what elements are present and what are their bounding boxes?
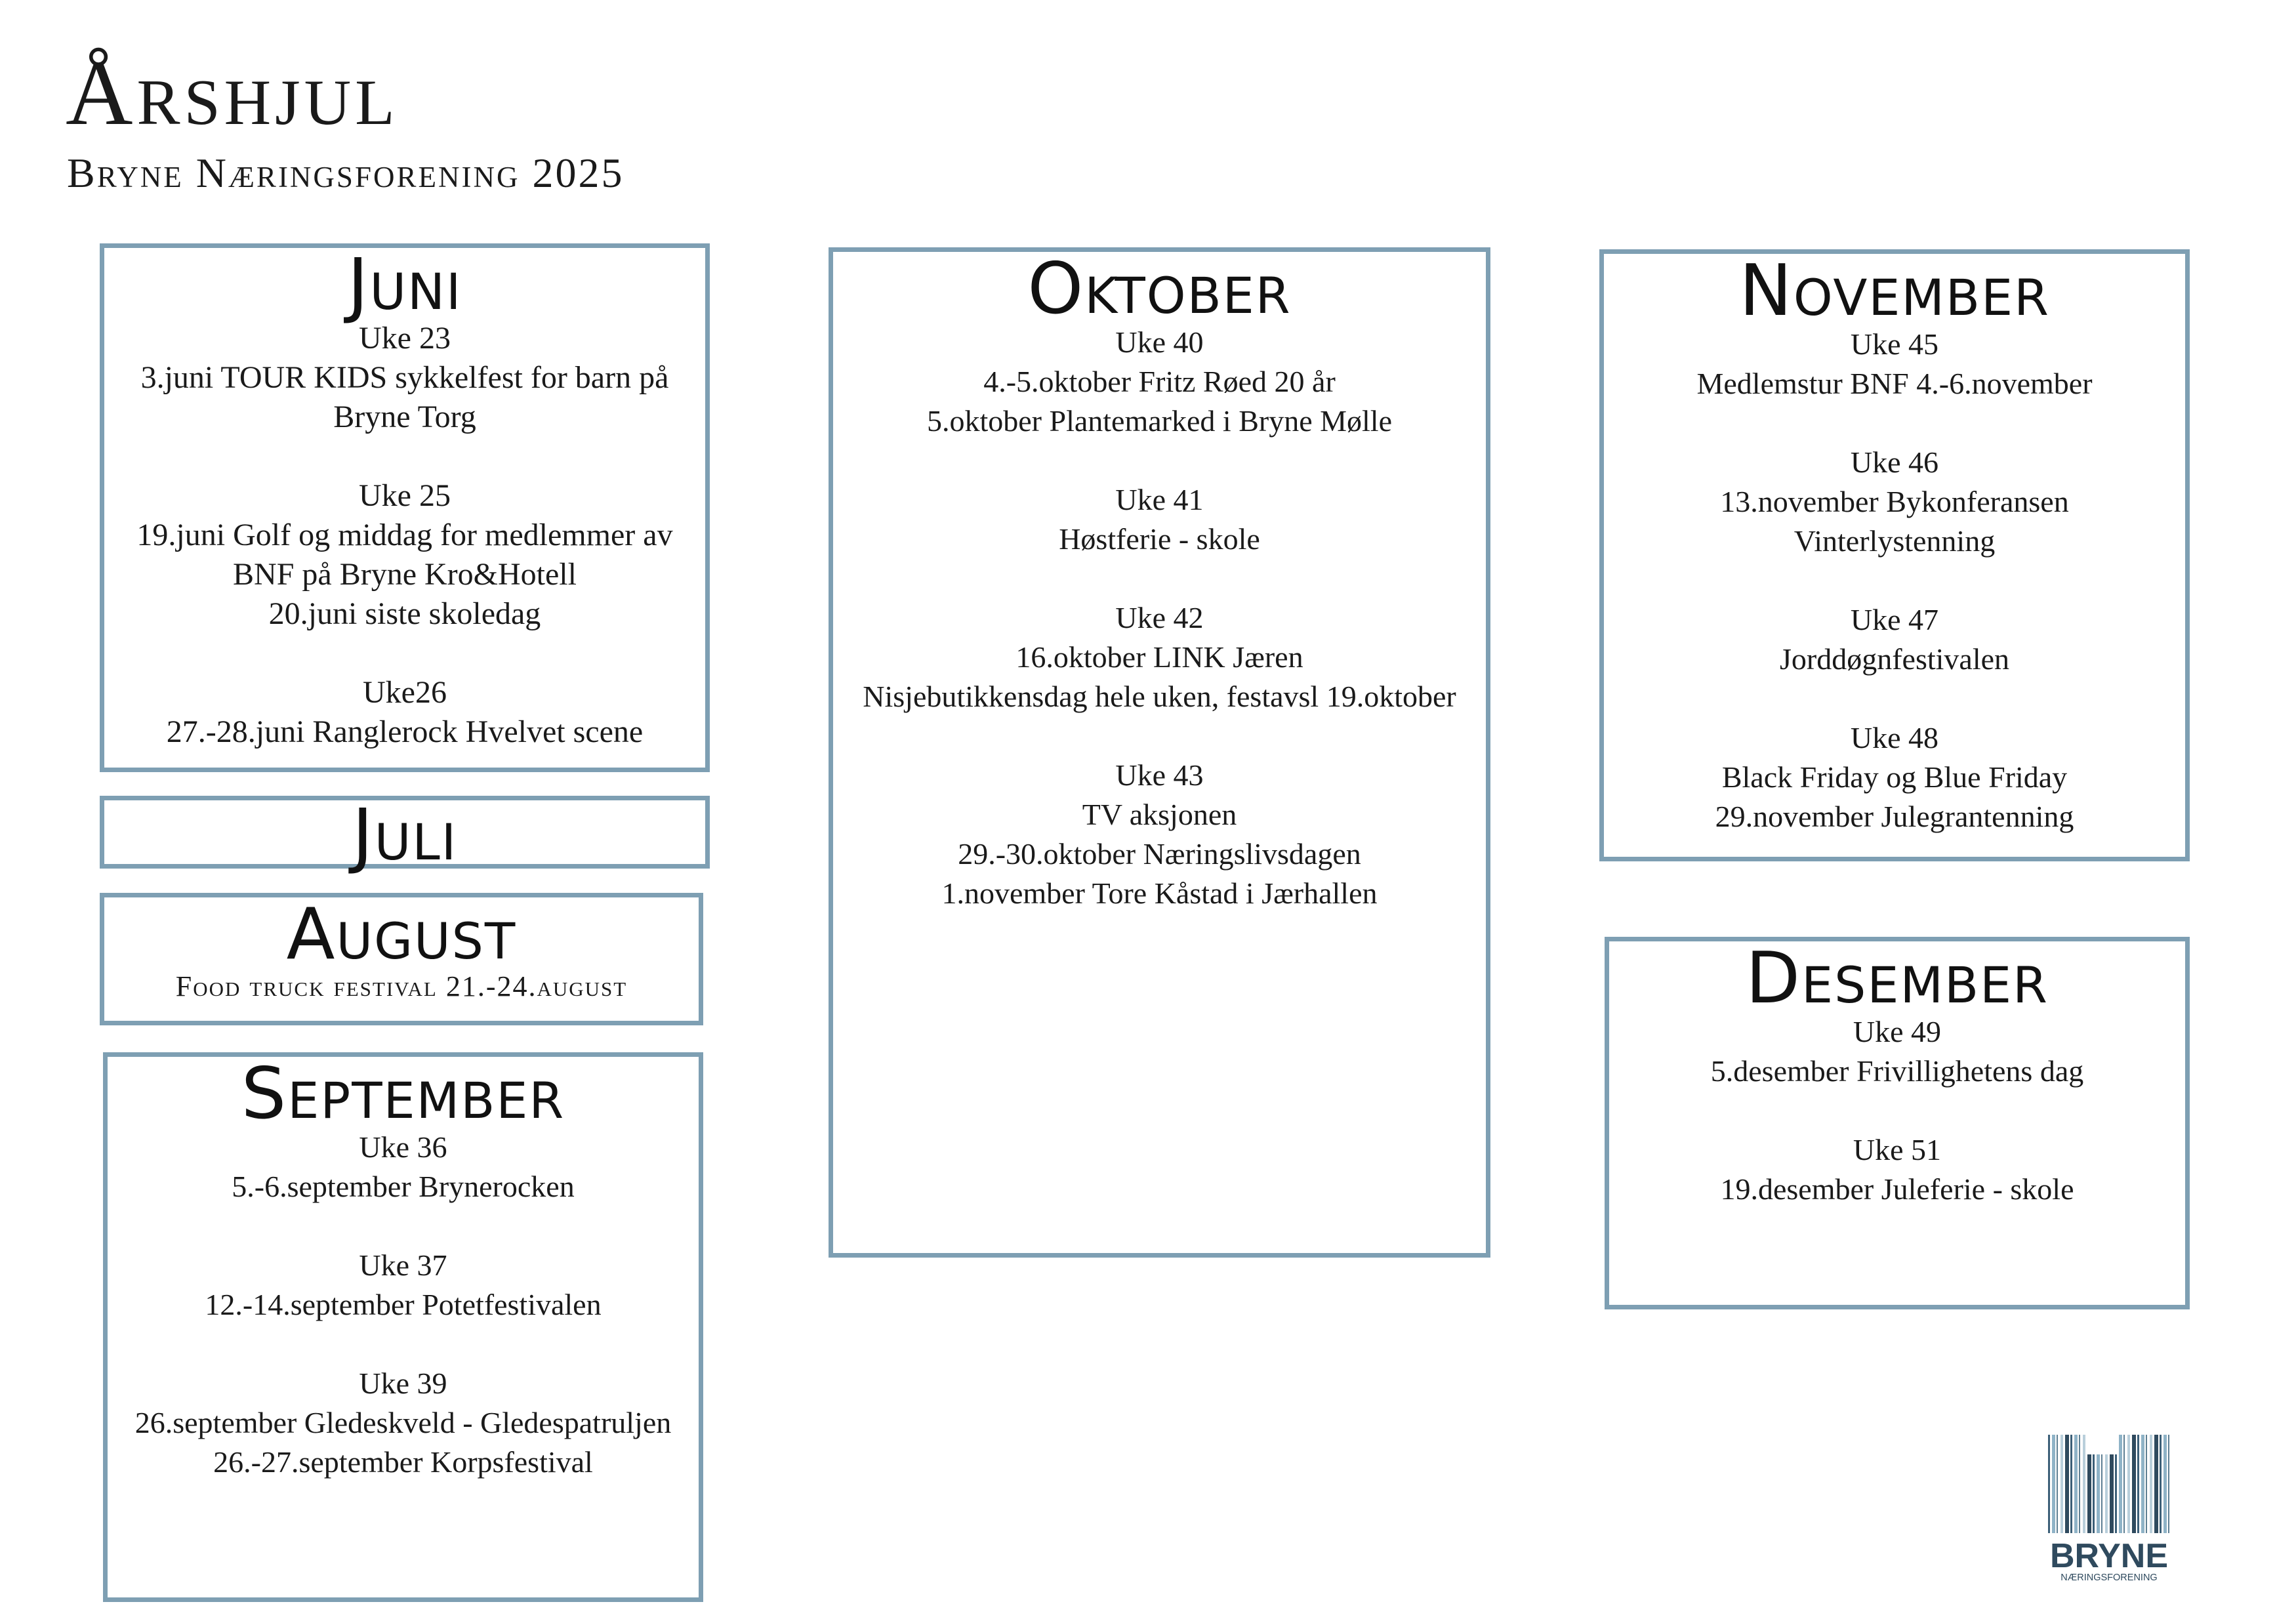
month-title-november: November	[1739, 250, 2050, 332]
logo-tagline: NÆRINGSFORENING	[2060, 1572, 2158, 1583]
logo-bar	[2083, 1435, 2085, 1533]
month-box-juli	[100, 794, 710, 876]
event-line: 13.november Bykonferansen	[1720, 485, 2069, 518]
month-box-november	[1599, 249, 2190, 861]
event-line: 27.-28.juni Ranglerock Hvelvet scene	[166, 714, 644, 749]
event-line: Food truck festival 21.-24.august	[175, 970, 628, 1002]
logo-bar	[2119, 1435, 2122, 1533]
logo-bar	[2060, 1435, 2063, 1533]
week-label: Uke 51	[1853, 1133, 1942, 1166]
logo-bar	[2132, 1435, 2136, 1533]
logo-bar	[2057, 1435, 2058, 1533]
week-label: Uke 25	[359, 478, 451, 513]
logo-bar	[2163, 1435, 2167, 1533]
week-block	[104, 476, 705, 634]
logo-bar	[2070, 1435, 2072, 1533]
week-label: Uke 48	[1850, 721, 1939, 754]
event-line: BNF på Bryne Kro&Hotell	[233, 557, 577, 592]
event-line: Medlemstur BNF 4.-6.november	[1696, 367, 2093, 400]
week-block	[833, 480, 1486, 559]
logo-barcode-bars	[2048, 1435, 2169, 1533]
week-label: Uke 46	[1850, 445, 1939, 479]
week-label: Uke 36	[359, 1130, 447, 1164]
event-line: 5.oktober Plantemarked i Bryne Mølle	[926, 404, 1392, 438]
week-label: Uke 41	[1115, 483, 1204, 516]
event-line: 5.-6.september Brynerocken	[232, 1170, 575, 1203]
week-block	[104, 673, 705, 752]
logo-bar	[2093, 1454, 2095, 1533]
week-label: Uke 39	[359, 1366, 447, 1400]
event-line: 19.juni Golf og middag for medlemmer av	[136, 518, 673, 552]
logo-bar	[2141, 1435, 2144, 1533]
week-block	[104, 319, 705, 437]
event-line: Høstferie - skole	[1059, 522, 1260, 556]
month-box-august	[100, 893, 703, 1025]
week-label: Uke 43	[1115, 758, 1204, 792]
logo-bar	[2123, 1435, 2125, 1533]
month-title-desember: Desember	[1746, 937, 2049, 1019]
month-title-juli: Juli	[352, 794, 458, 876]
logo-bar	[2110, 1454, 2114, 1533]
month-box-oktober	[829, 247, 1490, 1258]
week-label: Uke 40	[1115, 325, 1204, 359]
week-label: Uke 37	[359, 1248, 447, 1282]
month-box-desember	[1605, 937, 2190, 1309]
event-line: 3.juni TOUR KIDS sykkelfest for barn på	[140, 360, 669, 395]
month-title-august: August	[286, 894, 517, 976]
logo-bar	[2048, 1435, 2050, 1533]
logo-name: BRYNE	[2049, 1537, 2169, 1575]
event-line: 12.-14.september Potetfestivalen	[205, 1288, 602, 1321]
week-block	[833, 756, 1486, 913]
week-label: Uke 23	[359, 321, 451, 356]
week-block	[1604, 443, 2185, 561]
logo-graphic	[2045, 1432, 2173, 1583]
week-label: Uke 49	[1853, 1015, 1942, 1048]
event-line: 20.juni siste skoledag	[268, 596, 541, 631]
week-label: Uke 47	[1850, 603, 1939, 636]
logo-bar	[2160, 1435, 2162, 1533]
event-line: Jorddøgnfestivalen	[1779, 642, 2010, 676]
event-line: 26.september Gledeskveld - Gledespatruljen	[134, 1406, 672, 1439]
page-title: Årshjul	[66, 41, 399, 144]
month-title-september: September	[241, 1053, 565, 1135]
logo-bar	[2127, 1435, 2130, 1533]
logo-bar	[2146, 1435, 2147, 1533]
week-block	[1609, 1012, 2185, 1091]
month-title-juni: Juni	[347, 244, 462, 326]
month-box-september	[103, 1052, 703, 1602]
logo-bar	[2150, 1435, 2152, 1533]
week-block	[1604, 718, 2185, 836]
logo-bar	[2079, 1435, 2080, 1533]
logo-bar	[2137, 1435, 2139, 1533]
logo-bar	[2065, 1435, 2069, 1533]
logo-bar	[2052, 1435, 2055, 1533]
week-label: Uke 45	[1850, 327, 1939, 361]
week-block	[108, 1128, 699, 1206]
event-line: 19.desember Juleferie - skole	[1720, 1172, 2074, 1206]
month-title-oktober: Oktober	[1027, 248, 1292, 330]
logo-bar	[2105, 1454, 2108, 1533]
week-block	[1604, 600, 2185, 679]
month-box-juni	[100, 243, 710, 772]
event-line: Vinterlystenning	[1794, 524, 1996, 558]
event-line: 29.-30.oktober Næringslivsdagen	[958, 837, 1361, 871]
logo-bar	[2074, 1435, 2078, 1533]
event-line: 4.-5.oktober Fritz Røed 20 år	[983, 365, 1336, 398]
logo-bar	[2101, 1454, 2102, 1533]
week-label: Uke 42	[1115, 601, 1204, 634]
logo-bar	[2154, 1435, 2158, 1533]
event-line: Nisjebutikkensdag hele uken, festavsl 19.oktober	[863, 680, 1456, 713]
bryne-logo	[2045, 1432, 2173, 1583]
week-label: Uke26	[363, 675, 447, 710]
event-line: 5.desember Frivillighetens dag	[1710, 1054, 2084, 1088]
logo-bar	[2097, 1454, 2100, 1533]
week-block	[108, 1364, 699, 1482]
week-block	[1609, 1130, 2185, 1209]
event-line: Black Friday og Blue Friday	[1721, 760, 2068, 794]
event-line: 1.november Tore Kåstad i Jærhallen	[941, 876, 1378, 910]
logo-bar	[2168, 1435, 2169, 1533]
event-line: 26.-27.september Korpsfestival	[213, 1445, 593, 1479]
page-subtitle: Bryne Næringsforening 2025	[67, 150, 625, 196]
week-block	[1604, 325, 2185, 403]
logo-bar	[2115, 1454, 2117, 1533]
event-line: Bryne Torg	[333, 400, 476, 434]
logo-bar	[2087, 1454, 2091, 1533]
event-line: 16.oktober LINK Jæren	[1015, 640, 1303, 674]
event-line: TV aksjonen	[1082, 798, 1237, 831]
week-block	[833, 323, 1486, 441]
week-block	[108, 1246, 699, 1325]
week-block	[833, 598, 1486, 716]
event-line: 29.november Julegrantenning	[1715, 800, 2074, 833]
